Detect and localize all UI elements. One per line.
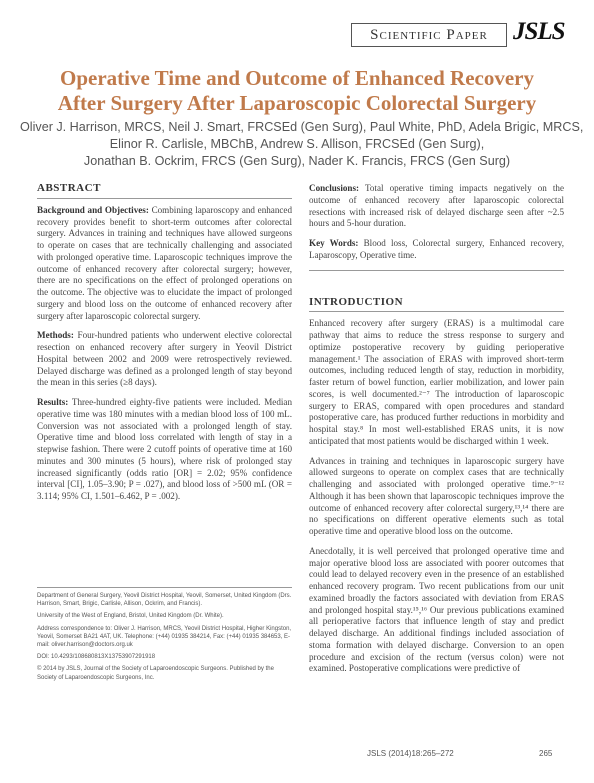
author-line-2: Elinor R. Carlisle, MBChB, Andrew S. Allison, FRCSEd (Gen Surg), bbox=[109, 137, 485, 151]
background-label: Background and Objectives: bbox=[37, 204, 149, 215]
intro-paragraph-1: Enhanced recovery after surgery (ERAS) is a multimodal care pathway that aims to reduce the stress response to surgery and optimize postoperative recovery by guiding perioperative management.¹ The association of ERAS with improved short-term outcomes, including reduced length of stay, reduction in morbidity, faster return of bowel function, earlier mobilization, and lower pain scores, is well documented.²⁻⁷ The introduction of laparoscopic surgery to ERAS, compared with open procedures and standard postoperative care, has produced further reductions in morbidity and hospital stay.⁸ In most well-established ERAS units, it is now anticipated that most patients would be discharged within 1 week. bbox=[309, 318, 564, 446]
abstract-column bbox=[37, 183, 292, 511]
keywords-label: Key Words: bbox=[309, 238, 359, 248]
section-divider bbox=[309, 270, 564, 271]
title-line-1: Operative Time and Outcome of Enhanced Recovery bbox=[59, 66, 534, 90]
abstract-methods bbox=[37, 330, 292, 389]
abstract-heading: ABSTRACT bbox=[37, 183, 292, 199]
right-column bbox=[309, 183, 564, 683]
title-line-2: After Surgery After Laparoscopic Colorectal Surgery bbox=[57, 91, 537, 115]
intro-paragraph-2: Advances in training and techniques in laparoscopic surgery have allowed surgeons to operate on complex cases that are technically challenging and associated with prolonged operative time.⁹⁻¹² Although it has been shown that laparoscopic techniques improve the outcome of enhanced recovery after colorectal surgery,¹³,¹⁴ there are no specifications on different operative elements such as total operative time and operative blood loss on the outcome. bbox=[309, 455, 564, 536]
abstract-results bbox=[37, 397, 292, 503]
results-text: Three-hundred eighty-five patients were included. Median operative time was 180 minutes with a median blood loss of 100 mL. Conversion was not associated with a prolonged length of stay. Operative time and blood loss correlated with length of stay in a stepwise fashion. There were 2 cutoff points of operative time at 160 minutes and 300 minutes (5 hours), where risk of prolonged stay increased significantly (odds ratio [OR] = 2.02; 95% confidence interval [CI], 1.05–3.90; P = .027), and blood loss of >500 mL (OR = 3.114; 95% CI, 1.501–6.462, P = .002). bbox=[37, 397, 292, 501]
conclusions-text: Total operative timing impacts negatively on the outcome of enhanced recovery after laparoscopic colorectal resections with increased risk of delayed discharge seen after ~2.5 hours and 5-hour duration. bbox=[309, 183, 564, 229]
intro-paragraph-3: Anecdotally, it is well perceived that prolonged operative time and major operative blood loss are associated with poorer outcomes that could lead to delayed recovery even in the presence of an established enhanced recovery program. Two recent publications from our unit examined broadly the factors associated with deviation from ERAS and prolonged hospital stay.¹⁵,¹⁶ Our previous publications examined all perioperative factors that influence length of stay and predict delayed discharge. An additional findings included association of stoma formation with delayed discharge. Conversion to an open procedure and excision of the rectum (versus colon) were not examined. Postoperative complications were predictive of bbox=[309, 545, 564, 674]
introduction-heading: INTRODUCTION bbox=[309, 297, 564, 313]
author-line-1: Oliver J. Harrison, MRCS, Neil J. Smart, FRCSEd (Gen Surg), Paul White, PhD, Adela Brigic, MRCS, bbox=[20, 120, 584, 134]
page-number: 265 bbox=[539, 749, 553, 758]
conclusions-label: Conclusions: bbox=[309, 183, 360, 193]
affiliation-1: Department of General Surgery, Yeovil District Hospital, Yeovil, Somerset, United Kingdom (Drs. Harrison, Smart, Brigic, Carlisle, Allison, Ockrim, and Francis). bbox=[37, 593, 292, 608]
doi: DOI: 10.4293/108680813X13753907291918 bbox=[37, 654, 156, 661]
author-list bbox=[20, 119, 584, 170]
journal-logo: JSLS bbox=[513, 18, 565, 45]
background-text: Combining laparoscopy and enhanced recovery provides benefit to short-term outcomes after colorectal surgery. Advances in training and techniques have allowed surgeons to operate on cases that are technically challenging and associated with prolonged operative time. Laparoscopic techniques improve the outcome of enhanced recovery after colorectal surgery; however, there are no specifications on the effect of prolonged operations on the outcome. The objective was to elucidate the impact of prolonged surgery and blood loss on the outcome of enhanced recovery after surgery after laparoscopic colorectal surgery. bbox=[37, 204, 292, 321]
journal-reference: JSLS (2014)18:265–272 bbox=[367, 749, 454, 758]
correspondence: Address correspondence to: Oliver J. Harrison, MRCS, Yeovil District Hospital, Higher Kingston, Yeovil, Somerset BA21 4AT, UK. Telephone: (+44) 01935 384214, Fax: (+44) 01935 384653, E-mail: oliver.harrison@doctors.org.uk bbox=[37, 625, 292, 649]
methods-text: Four-hundred patients who underwent elective colorectal resection on enhanced recovery after surgery in Yeovil District Hospital between 2002 and 2009 were retrospectively reviewed. Delayed discharge was defined as a prolonged length of stay beyond the mean in this series (≥8 days). bbox=[37, 330, 292, 388]
author-line-3: Jonathan B. Ockrim, FRCS (Gen Surg), Nader K. Francis, FRCS (Gen Surg) bbox=[83, 154, 511, 168]
article-title bbox=[20, 66, 574, 116]
section-label: Scientific Paper bbox=[351, 23, 507, 47]
affiliation-2: University of the West of England, Bristol, United Kingdom (Dr. White). bbox=[37, 613, 224, 620]
footnotes bbox=[37, 587, 292, 686]
abstract-keywords bbox=[309, 238, 564, 262]
abstract-conclusions bbox=[309, 183, 564, 230]
keywords-text: Blood loss, Colorectal surgery, Enhanced recovery, Laparoscopy, Operative time. bbox=[309, 238, 564, 260]
methods-label: Methods: bbox=[37, 330, 74, 341]
results-label: Results: bbox=[37, 397, 69, 407]
copyright: © 2014 by JSLS, Journal of the Society of Laparoendoscopic Surgeons. Published by the Society of Laparoendoscopic Surgeons, Inc. bbox=[37, 666, 274, 681]
abstract-background bbox=[37, 205, 292, 323]
